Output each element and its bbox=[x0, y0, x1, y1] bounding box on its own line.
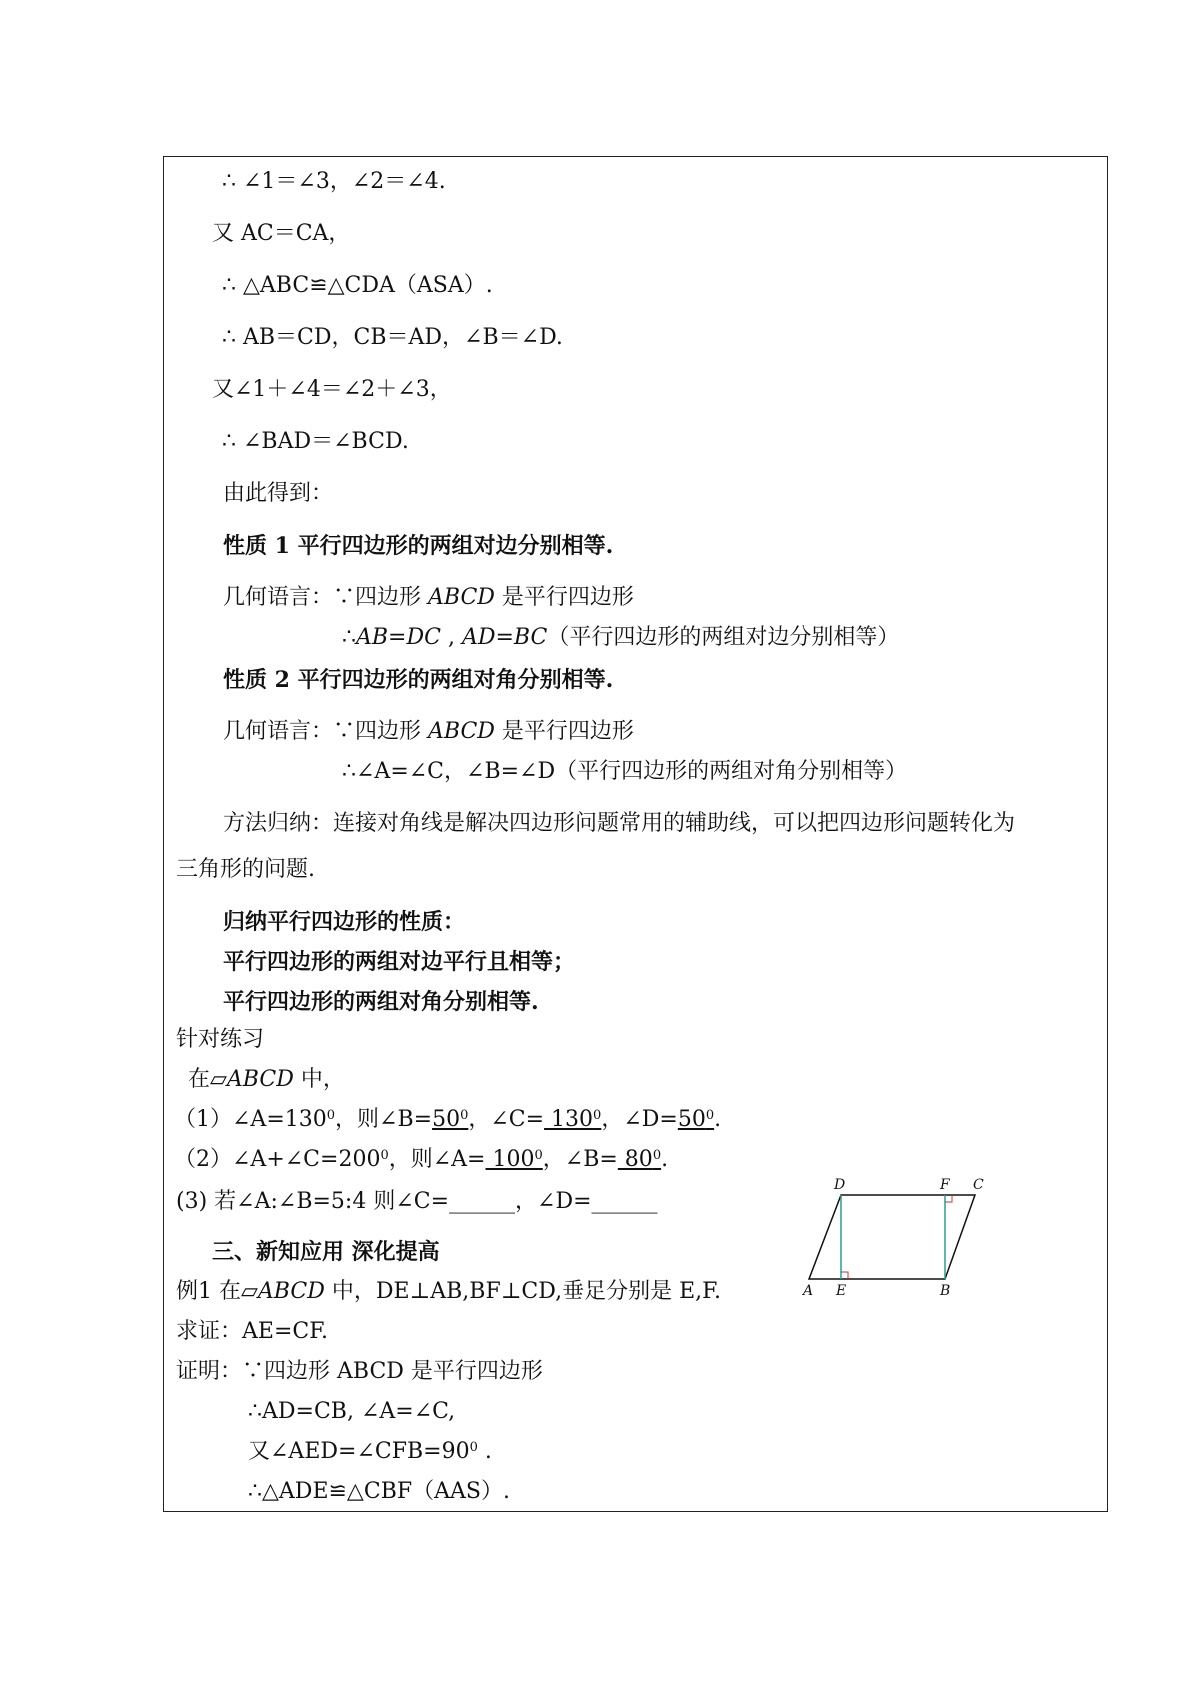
property-1-geo bbox=[223, 583, 634, 613]
example-prefix: 例1 在▱ bbox=[176, 1279, 258, 1304]
example-1-prove: 求证：AE=CF. bbox=[176, 1319, 329, 1344]
property-2-geo bbox=[223, 717, 634, 747]
degree: 0 bbox=[705, 1108, 715, 1123]
method-line-1: 方法归纳：连接对角线是解决四边形问题常用的辅助线，可以把四边形问题转化为 bbox=[223, 811, 1016, 836]
method-line-2: 三角形的问题. bbox=[176, 857, 315, 882]
q1-text: ，∠D= bbox=[601, 1107, 678, 1132]
q1-text: （1）∠A=130 bbox=[174, 1107, 327, 1132]
property-1-heading: 性质 1 平行四边形的两组对边分别相等. bbox=[223, 533, 614, 559]
answer-value: 100 bbox=[485, 1147, 535, 1172]
property-2-conclusion: ∴∠A=∠C，∠B=∠D（平行四边形的两组对角分别相等） bbox=[342, 759, 908, 784]
proof-line-3: ∴ △ABC≌△CDA（ASA）. bbox=[222, 273, 493, 298]
q2-text: ，则∠A= bbox=[388, 1147, 486, 1172]
right-angle-mark-e bbox=[841, 1272, 848, 1279]
q1-answer-b bbox=[432, 1107, 468, 1132]
geo-prefix: 几何语言：∵四边形 bbox=[223, 719, 428, 744]
degree: 0 bbox=[380, 1148, 389, 1163]
practice-intro bbox=[188, 1065, 345, 1095]
geo-suffix: 是平行四边形 bbox=[494, 719, 634, 744]
property-2-heading: 性质 2 平行四边形的两组对角分别相等. bbox=[223, 667, 614, 693]
abcd-label: ABCD bbox=[428, 719, 495, 744]
practice-q3: (3) 若∠A:∠B=5:4 则∠C=______，∠D=______ bbox=[176, 1189, 658, 1214]
example-suffix: 中，DE⊥AB,BF⊥CD,垂足分别是 E,F. bbox=[324, 1279, 721, 1304]
parallelogram-figure bbox=[789, 1172, 1039, 1302]
period: . bbox=[714, 1107, 722, 1132]
label-e: E bbox=[836, 1283, 847, 1299]
degree: 0 bbox=[534, 1148, 543, 1163]
label-c: C bbox=[973, 1177, 984, 1193]
practice-title: 针对练习 bbox=[176, 1027, 265, 1052]
abcd-label: ABCD bbox=[226, 1067, 294, 1092]
practice-q2 bbox=[174, 1145, 668, 1175]
intro-prefix: 在▱ bbox=[188, 1067, 227, 1092]
example-1-proof-4: ∴△ADE≌△CBF（AAS）. bbox=[248, 1479, 510, 1504]
abcd-label: ABCD bbox=[257, 1279, 325, 1304]
example-1-proof-1: 证明：∵四边形 ABCD 是平行四边形 bbox=[176, 1359, 543, 1384]
degree: 0 bbox=[469, 1440, 478, 1455]
answer-value: 130 bbox=[544, 1107, 594, 1132]
summary-item-2: 平行四边形的两组对角分别相等. bbox=[223, 989, 539, 1015]
summary-item-1: 平行四边形的两组对边平行且相等； bbox=[223, 949, 576, 975]
proof-line-6: ∴ ∠BAD＝∠BCD. bbox=[222, 429, 409, 454]
proof-line-1: ∴ ∠1＝∠3，∠2＝∠4. bbox=[222, 169, 446, 194]
q1-answer-d bbox=[678, 1107, 714, 1132]
label-d: D bbox=[834, 1177, 846, 1193]
example-1-proof-3 bbox=[248, 1437, 492, 1467]
reason: （平行四边形的两组对边分别相等） bbox=[547, 625, 900, 650]
degree: 0 bbox=[326, 1108, 336, 1123]
proof-line-4: ∴ AB＝CD，CB＝AD，∠B＝∠D. bbox=[222, 325, 563, 350]
proof-text: 又∠AED=∠CFB=90 bbox=[248, 1439, 470, 1464]
label-b: B bbox=[940, 1283, 951, 1299]
abcd-label: ABCD bbox=[428, 585, 495, 610]
period: . bbox=[477, 1439, 492, 1464]
period: . bbox=[661, 1147, 669, 1172]
example-1-proof-2: ∴AD=CB, ∠A=∠C, bbox=[248, 1399, 456, 1424]
ad-eq: AD=BC bbox=[461, 625, 548, 650]
right-angle-mark-f bbox=[945, 1195, 952, 1202]
intro-suffix: 中， bbox=[293, 1067, 345, 1092]
ab-eq: AB=DC bbox=[356, 625, 441, 650]
property-1-conclusion bbox=[342, 623, 899, 653]
label-f: F bbox=[940, 1177, 950, 1193]
answer-value: 50 bbox=[432, 1107, 461, 1132]
label-a: A bbox=[803, 1283, 814, 1299]
q1-text: ，∠C= bbox=[468, 1107, 545, 1132]
content-frame bbox=[163, 156, 1108, 1512]
degree: 0 bbox=[652, 1148, 662, 1163]
q2-text: （2）∠A+∠C=200 bbox=[174, 1147, 381, 1172]
summary-title: 归纳平行四边形的性质： bbox=[223, 909, 466, 935]
section-3-title: 三、新知应用 深化提高 bbox=[212, 1239, 440, 1265]
derivation-lead: 由此得到： bbox=[223, 481, 334, 506]
answer-value: 50 bbox=[677, 1107, 706, 1132]
proof-line-5: 又∠1＋∠4＝∠2＋∠3， bbox=[212, 377, 452, 402]
parallelogram-abcd bbox=[809, 1195, 975, 1279]
q2-text: ，∠B= bbox=[542, 1147, 618, 1172]
sep: , bbox=[440, 625, 455, 650]
degree: 0 bbox=[460, 1108, 469, 1123]
geo-suffix: 是平行四边形 bbox=[494, 585, 634, 610]
degree: 0 bbox=[593, 1108, 602, 1123]
proof-line-2: 又 AC＝CA， bbox=[212, 221, 351, 246]
therefore: ∴ bbox=[342, 625, 356, 650]
geo-prefix: 几何语言：∵四边形 bbox=[223, 585, 428, 610]
q2-answer-b bbox=[618, 1147, 661, 1172]
practice-q1 bbox=[174, 1105, 721, 1135]
example-1-statement bbox=[176, 1277, 721, 1307]
q1-text: ，则∠B= bbox=[335, 1107, 433, 1132]
answer-value: 80 bbox=[617, 1147, 653, 1172]
q1-answer-c bbox=[544, 1107, 601, 1132]
q2-answer-a bbox=[486, 1147, 543, 1172]
